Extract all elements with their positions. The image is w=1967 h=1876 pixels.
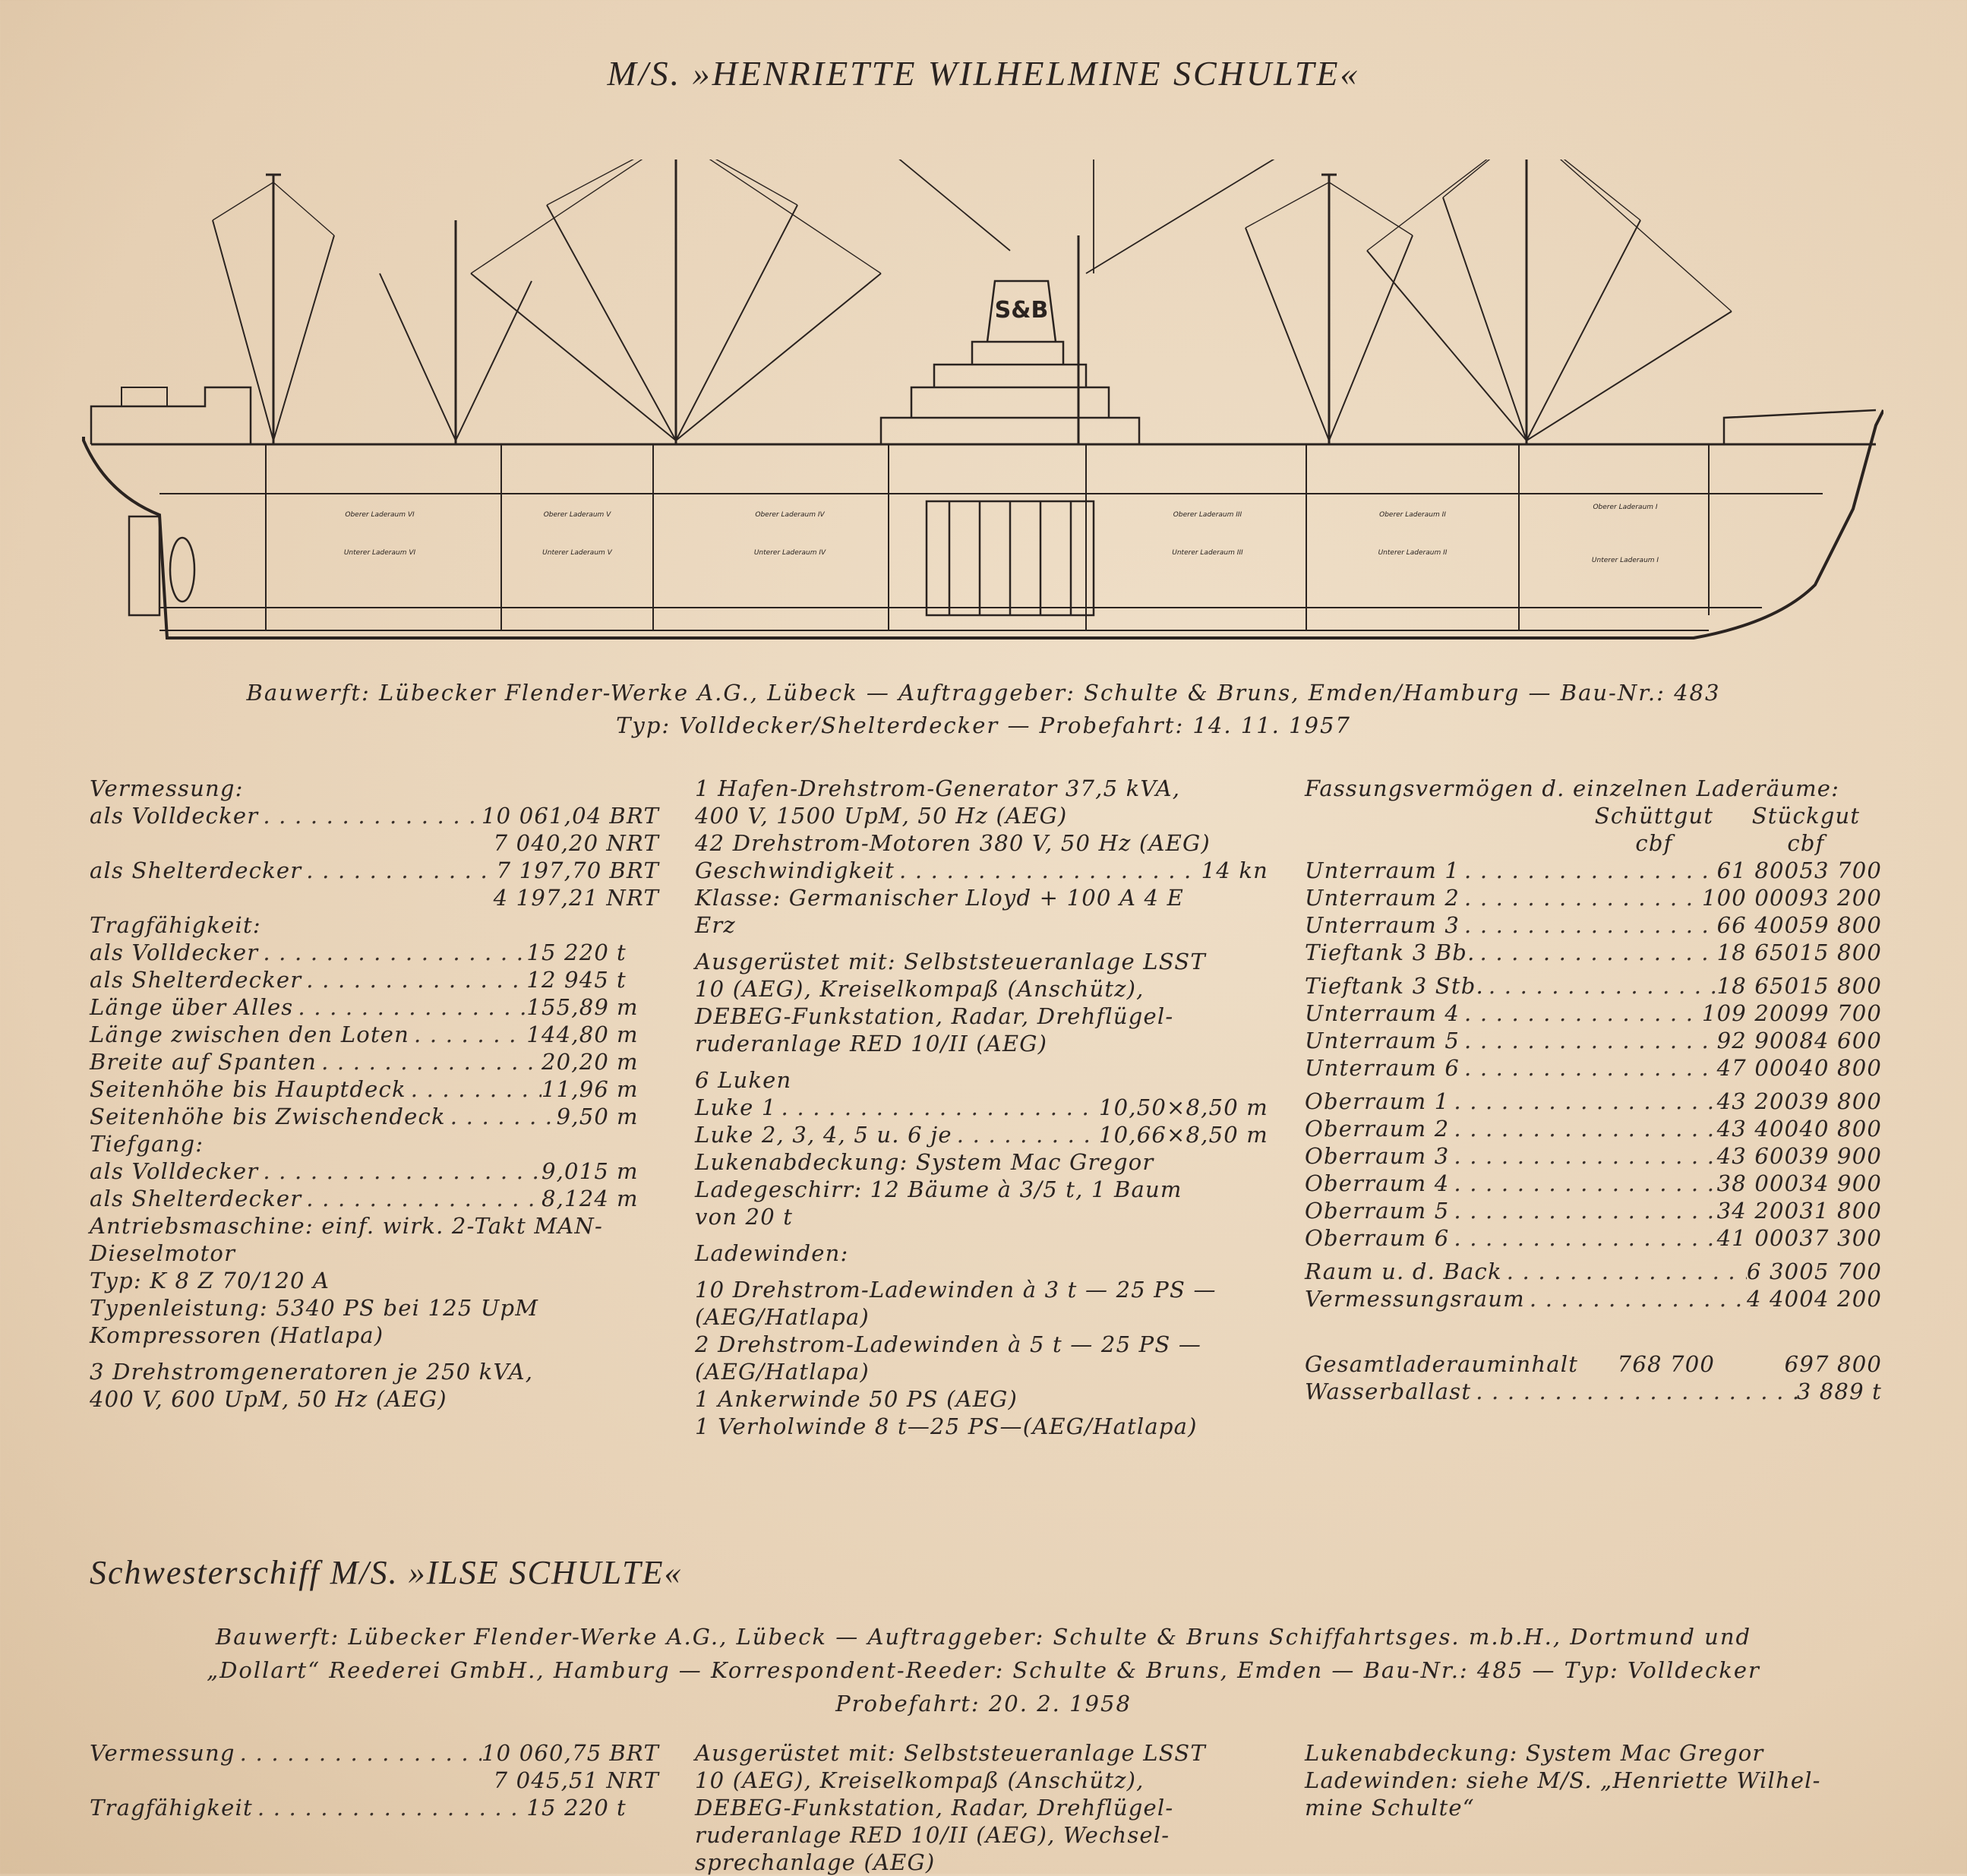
spec-line: 2 Drehstrom-Ladewinden à 5 t — 25 PS —	[695, 1331, 1202, 1357]
capacity-row	[1305, 911, 1882, 939]
hold-label-upper-6: Oberer Laderaum VI	[345, 511, 415, 519]
spec-line: ruderanlage RED 10/II (AEG), Wechsel-	[695, 1822, 1170, 1848]
capacity-schuettgut: 4 400	[1746, 1286, 1814, 1312]
capacity-row	[1305, 1142, 1882, 1170]
spec-value: 15 220	[526, 940, 609, 965]
caption-line-1: Bauwerft: Lübecker Flender-Werke A.G., Lübeck — Auftraggeber: Schulte & Bruns, Emden/Hamburg — Bau-Nr.: 483	[246, 680, 1721, 706]
spec-unit: m	[617, 1158, 639, 1184]
capacity-column-headers	[1305, 802, 1882, 829]
spec-value: 4 197,21	[493, 885, 599, 911]
spec-value: 14 kn	[1201, 857, 1268, 883]
spec-line: Erz	[695, 912, 736, 938]
capacity-label: Unterraum 5	[1305, 1028, 1460, 1053]
spec-value: 10,50×8,50 m	[1098, 1094, 1268, 1120]
capacity-row	[1305, 857, 1882, 884]
generator-line: 400 V, 600 UpM, 50 Hz (AEG)	[90, 1386, 447, 1412]
capacity-stueckgut: 37 300	[1799, 1225, 1882, 1251]
capacity-schuettgut: 66 400	[1716, 912, 1800, 938]
aft-house	[122, 387, 167, 406]
spec-value: 9,50	[556, 1104, 609, 1129]
spec-line: Ladewinden:	[695, 1240, 849, 1266]
spec-unit: NRT	[606, 1767, 659, 1793]
spec-unit: BRT	[609, 857, 659, 883]
generator-line: 3 Drehstromgeneratoren je 250 kVA,	[90, 1359, 534, 1385]
spec-line: Lukenabdeckung: System Mac Gregor	[695, 1149, 1154, 1175]
spec-label: Luke 2, 3, 4, 5 u. 6 je	[695, 1122, 952, 1148]
capacity-label: Tieftank 3 Bb.	[1305, 940, 1476, 965]
spec-value: 15 220	[526, 1795, 609, 1821]
capacity-schuettgut: 6 300	[1746, 1259, 1814, 1284]
spec-unit: m	[617, 1104, 639, 1129]
propeller	[170, 538, 194, 602]
spec-row	[90, 1157, 659, 1185]
header-schuettgut: Schüttgut	[1594, 803, 1714, 829]
spec-line: 1 Hafen-Drehstrom-Generator 37,5 kVA,	[695, 775, 1181, 801]
capacity-row	[1305, 1170, 1882, 1197]
capacity-label: Oberraum 1	[1305, 1088, 1450, 1114]
dimension-rows	[90, 939, 659, 1130]
ballast-label: Wasserballast	[1305, 1379, 1472, 1404]
masts	[266, 159, 1542, 444]
rigging-stays	[676, 159, 1527, 273]
spec-line: Lukenabdeckung: System Mac Gregor	[1305, 1740, 1764, 1766]
spec-label: Seitenhöhe bis Hauptdeck	[90, 1076, 406, 1102]
spec-line: DEBEG-Funkstation, Radar, Drehflügel-	[695, 1003, 1174, 1029]
capacity-stueckgut: 84 600	[1799, 1028, 1882, 1053]
sister-caption-line-2: „Dollart“ Reederei GmbH., Hamburg — Korrespondent-Reeder: Schulte & Bruns, Emden — Bau-Nr.: 485 — Typ: Volldecker	[207, 1657, 1760, 1683]
spec-value: 155,89	[526, 994, 609, 1020]
capacity-stueckgut: 40 800	[1799, 1055, 1882, 1081]
spec-label: als Shelterdecker	[90, 1186, 302, 1211]
hold-label-lower-5: Unterer Laderaum V	[542, 549, 612, 557]
capacity-label: Oberraum 3	[1305, 1143, 1450, 1169]
unit-stueckgut: cbf	[1787, 830, 1825, 856]
capacity-label: Unterraum 6	[1305, 1055, 1460, 1081]
spec-line: 1 Verholwinde 8 t—25 PS—(AEG/Hatlapa)	[695, 1413, 1198, 1439]
spec-value: 11,96	[541, 1076, 609, 1102]
capacity-schuettgut: 43 400	[1716, 1116, 1800, 1142]
capacity-row	[1305, 884, 1882, 911]
spec-row	[90, 1794, 659, 1821]
spec-row	[90, 966, 659, 993]
spec-line: 10 Drehstrom-Ladewinden à 3 t — 25 PS —	[695, 1277, 1217, 1303]
spec-value: 12 945	[526, 967, 609, 993]
hold-label-upper-2: Oberer Laderaum II	[1379, 511, 1446, 519]
spec-value: 9,015	[541, 1158, 609, 1184]
spec-row	[90, 884, 659, 911]
spec-line: von 20 t	[695, 1204, 794, 1230]
spec-row	[90, 1103, 659, 1130]
capacity-stueckgut: 15 800	[1799, 940, 1882, 965]
capacity-row	[1305, 1000, 1882, 1027]
capacity-row	[1305, 1115, 1882, 1142]
spec-line: 42 Drehstrom-Motoren 380 V, 50 Hz (AEG)	[695, 830, 1211, 856]
spec-label: Länge zwischen den Loten	[90, 1022, 410, 1047]
hold-label-lower-1: Unterer Laderaum I	[1591, 557, 1659, 564]
rudder	[129, 516, 159, 615]
derrick-topping-lifts	[213, 159, 1732, 311]
spec-value: 8,124	[541, 1186, 609, 1211]
capacity-stueckgut: 4 200	[1814, 1286, 1882, 1312]
spec-unit: m	[617, 994, 639, 1020]
spec-line: mine Schulte“	[1305, 1795, 1475, 1821]
spec-row	[695, 1121, 1268, 1148]
caption-line-2: Typ: Volldecker/Shelterdecker — Probefahrt: 14. 11. 1957	[616, 712, 1351, 738]
page-title: M/S. »HENRIETTE WILHELMINE SCHULTE«	[607, 54, 1360, 93]
sister-specs-column-1	[90, 1739, 659, 1821]
spec-row	[90, 1021, 659, 1048]
spec-row	[90, 1185, 659, 1212]
spec-line: 10 (AEG), Kreiselkompaß (Anschütz),	[695, 1767, 1145, 1793]
ballast-row	[1305, 1378, 1882, 1405]
spec-label: als Volldecker	[90, 803, 259, 829]
bulkheads	[266, 444, 1709, 630]
capacity-stueckgut: 34 900	[1799, 1170, 1882, 1196]
spec-line: (AEG/Hatlapa)	[695, 1304, 870, 1330]
capacity-row	[1305, 1054, 1882, 1082]
spec-value: 10 061,04	[481, 803, 602, 829]
spec-unit: m	[617, 1186, 639, 1211]
capacity-rows	[1305, 857, 1882, 1312]
spec-line: Ausgerüstet mit: Selbststeueranlage LSST	[695, 949, 1206, 974]
sister-caption-line-1: Bauwerft: Lübecker Flender-Werke A.G., Lübeck — Auftraggeber: Schulte & Bruns Schiffahrtsges. m.b.H., Dortmund und	[215, 1624, 1752, 1650]
tragfaehigkeit-heading: Tragfähigkeit:	[90, 912, 261, 938]
spec-line: DEBEG-Funkstation, Radar, Drehflügel-	[695, 1795, 1174, 1821]
capacity-stueckgut: 5 700	[1814, 1259, 1882, 1284]
capacity-stueckgut: 15 800	[1799, 973, 1882, 999]
spec-label: als Shelterdecker	[90, 967, 302, 993]
spec-line: 6 Luken	[695, 1067, 792, 1093]
capacity-label: Raum u. d. Back	[1305, 1259, 1502, 1284]
specs-column-1	[90, 775, 659, 1413]
unit-schuettgut: cbf	[1635, 830, 1673, 856]
capacity-schuettgut: 38 000	[1716, 1170, 1800, 1196]
forecastle	[1724, 410, 1876, 444]
engine-line: Typenleistung: 5340 PS bei 125 UpM	[90, 1295, 539, 1321]
spec-unit: NRT	[606, 830, 659, 856]
spec-line: 400 V, 1500 UpM, 50 Hz (AEG)	[695, 803, 1068, 829]
capacity-row	[1305, 1285, 1882, 1312]
spec-unit: m	[617, 1022, 639, 1047]
spec-unit: t	[617, 967, 627, 993]
capacity-schuettgut: 61 800	[1716, 857, 1800, 883]
total-stueckgut: 697 800	[1784, 1351, 1882, 1377]
capacity-row	[1305, 1088, 1882, 1115]
spec-label: Seitenhöhe bis Zwischendeck	[90, 1104, 446, 1129]
spec-line: Ladewinden: siehe M/S. „Henriette Wilhel-	[1305, 1767, 1821, 1793]
capacity-stueckgut: 53 700	[1799, 857, 1882, 883]
capacity-label: Vermessungsraum	[1305, 1286, 1525, 1312]
sister-ship-title: Schwesterschiff M/S. »ILSE SCHULTE«	[90, 1554, 683, 1591]
capacity-unit-headers	[1305, 829, 1882, 857]
spec-unit: t	[617, 940, 627, 965]
capacity-label: Oberraum 4	[1305, 1170, 1450, 1196]
capacity-schuettgut: 18 650	[1716, 973, 1800, 999]
hold-label-lower-6: Unterer Laderaum VI	[343, 549, 416, 557]
spec-label: als Volldecker	[90, 1158, 259, 1184]
spec-row	[90, 1075, 659, 1103]
sister-caption-line-3: Probefahrt: 20. 2. 1958	[835, 1691, 1132, 1717]
tiefgang-heading: Tiefgang:	[90, 1131, 204, 1157]
total-label: Gesamtladerauminhalt	[1305, 1351, 1579, 1377]
engine-line: Kompressoren (Hatlapa)	[90, 1322, 384, 1348]
spec-label: Tragfähigkeit	[90, 1795, 253, 1821]
capacity-schuettgut: 18 650	[1716, 940, 1800, 965]
capacity-stueckgut: 39 900	[1799, 1143, 1882, 1169]
funnel-logo: S&B	[994, 297, 1049, 324]
capacity-schuettgut: 47 000	[1716, 1055, 1800, 1081]
hold-label-upper-3: Oberer Laderaum III	[1173, 511, 1242, 519]
capacity-stueckgut: 31 800	[1799, 1198, 1882, 1224]
midship-superstructure	[881, 281, 1139, 615]
hold-label-lower-4: Unterer Laderaum IV	[753, 549, 826, 557]
spec-value: 144,80	[526, 1022, 609, 1047]
hold-label-upper-4: Oberer Laderaum IV	[755, 511, 825, 519]
capacity-schuettgut: 43 600	[1716, 1143, 1800, 1169]
capacity-label: Unterraum 2	[1305, 885, 1460, 911]
header-stueckgut: Stückgut	[1751, 803, 1861, 829]
spec-unit: BRT	[609, 1740, 659, 1766]
derrick-booms	[213, 197, 1732, 441]
spec-line: (AEG/Hatlapa)	[695, 1359, 870, 1385]
capacity-stueckgut: 99 700	[1799, 1000, 1882, 1026]
capacity-row	[1305, 1197, 1882, 1224]
sister-specs-column-2	[695, 1739, 1268, 1876]
spec-label: als Shelterdecker	[90, 857, 302, 883]
poop-deck	[91, 387, 251, 444]
spec-value: 10,66×8,50 m	[1098, 1122, 1268, 1148]
engine-line: Antriebsmaschine: einf. wirk. 2-Takt MAN-	[90, 1213, 603, 1239]
spec-line: 10 (AEG), Kreiselkompaß (Anschütz),	[695, 976, 1145, 1002]
spec-value: 7 040,20	[493, 830, 599, 856]
spec-row	[90, 802, 659, 829]
spec-unit: m	[617, 1049, 639, 1075]
capacity-stueckgut: 93 200	[1799, 885, 1882, 911]
spec-row	[90, 939, 659, 966]
capacity-row	[1305, 1027, 1882, 1054]
spec-value: 20,20	[541, 1049, 609, 1075]
hold-label-upper-1: Oberer Laderaum I	[1593, 504, 1658, 511]
capacity-stueckgut: 59 800	[1799, 912, 1882, 938]
ship-profile-drawing	[76, 159, 1883, 668]
spec-line: Ausgerüstet mit: Selbststeueranlage LSST	[695, 1740, 1206, 1766]
spec-row	[695, 1094, 1268, 1121]
capacity-heading: Fassungsvermögen d. einzelnen Laderäume:	[1305, 775, 1840, 801]
capacity-schuettgut: 43 200	[1716, 1088, 1800, 1114]
capacity-label: Tieftank 3 Stb.	[1305, 973, 1484, 999]
engine-line: Typ: K 8 Z 70/120 A	[90, 1268, 330, 1293]
hold-label-lower-2: Unterer Laderaum II	[1378, 549, 1448, 557]
spec-value: 10 060,75	[481, 1740, 602, 1766]
capacity-stueckgut: 39 800	[1799, 1088, 1882, 1114]
spec-value: 7 197,70	[496, 857, 602, 883]
hold-label-upper-5: Oberer Laderaum V	[543, 511, 611, 519]
capacity-schuettgut: 109 200	[1702, 1000, 1800, 1026]
spec-unit: BRT	[609, 803, 659, 829]
spec-line: Klasse: Germanischer Lloyd + 100 A 4 E	[695, 885, 1184, 911]
spec-row	[90, 829, 659, 857]
spec-label: Breite auf Spanten	[90, 1049, 317, 1075]
spec-line: 1 Ankerwinde 50 PS (AEG)	[695, 1386, 1018, 1412]
capacity-table	[1305, 775, 1882, 1405]
capacity-stueckgut: 40 800	[1799, 1116, 1882, 1142]
spec-line: sprechanlage (AEG)	[695, 1849, 936, 1875]
capacity-schuettgut: 100 000	[1702, 885, 1800, 911]
sister-specs-column-3	[1305, 1739, 1882, 1821]
spec-row	[695, 857, 1268, 884]
capacity-schuettgut: 34 200	[1716, 1198, 1800, 1224]
spec-unit: t	[617, 1795, 627, 1821]
hold-label-lower-3: Unterer Laderaum III	[1172, 549, 1243, 557]
spec-label: Vermessung	[90, 1740, 235, 1766]
capacity-total-row	[1305, 1350, 1882, 1378]
capacity-schuettgut: 92 900	[1716, 1028, 1800, 1053]
spec-line: Ladegeschirr: 12 Bäume à 3/5 t, 1 Baum	[695, 1176, 1182, 1202]
capacity-label: Oberraum 2	[1305, 1116, 1450, 1142]
spec-unit: m	[617, 1076, 639, 1102]
capacity-label: Oberraum 6	[1305, 1225, 1450, 1251]
capacity-row	[1305, 939, 1882, 966]
capacity-row	[1305, 1258, 1882, 1285]
spec-label: Länge über Alles	[90, 994, 294, 1020]
capacity-row	[1305, 972, 1882, 1000]
capacity-label: Unterraum 1	[1305, 857, 1460, 883]
spec-label: Luke 1	[695, 1094, 777, 1120]
spec-row	[90, 1048, 659, 1075]
capacity-row	[1305, 1224, 1882, 1252]
ballast-value: 3 889 t	[1796, 1379, 1882, 1404]
vermessung-heading: Vermessung:	[90, 775, 244, 801]
spec-row	[90, 1767, 659, 1794]
specs-column-2	[695, 775, 1268, 1440]
capacity-schuettgut: 41 000	[1716, 1225, 1800, 1251]
spec-value: 7 045,51	[493, 1767, 599, 1793]
engine-line: Dieselmotor	[90, 1240, 236, 1266]
capacity-label: Unterraum 4	[1305, 1000, 1460, 1026]
spec-row	[90, 857, 659, 884]
spec-line: ruderanlage RED 10/II (AEG)	[695, 1031, 1048, 1056]
spec-row	[90, 1739, 659, 1767]
total-schuettgut: 768 700	[1617, 1351, 1715, 1377]
capacity-label: Oberraum 5	[1305, 1198, 1450, 1224]
capacity-label: Unterraum 3	[1305, 912, 1460, 938]
spec-label: Geschwindigkeit	[695, 857, 895, 883]
spec-row	[90, 993, 659, 1021]
spec-unit: NRT	[606, 885, 659, 911]
spec-label: als Volldecker	[90, 940, 259, 965]
